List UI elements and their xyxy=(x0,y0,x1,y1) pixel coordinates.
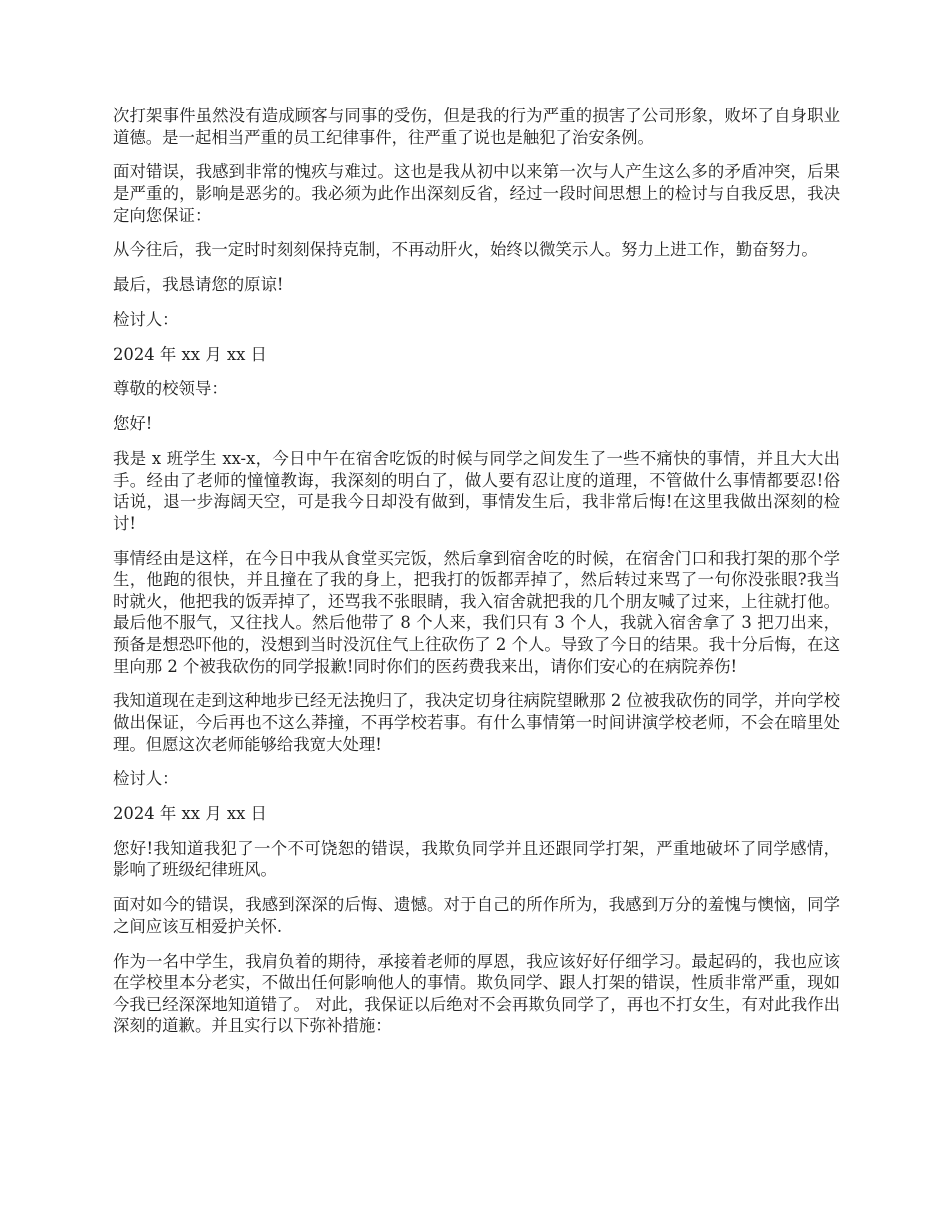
paragraph-incident-summary: 次打架事件虽然没有造成顾客与同事的受伤，但是我的行为严重的损害了公司形象，败坏了自身职业道德。是一起相当严重的员工纪律事件，往严重了说也是触犯了治安条例。 xyxy=(113,106,840,147)
signature-line: 检讨人： xyxy=(113,769,179,789)
salutation: 尊敬的校领导： xyxy=(113,379,228,399)
paragraph-apology-opening: 您好!我知道我犯了一个不可饶恕的错误，我欺负同学并且还跟同学打架，严重地破坏了同学感情，影响了班级纪律班风。 xyxy=(113,838,840,880)
signature-line: 检讨人： xyxy=(113,309,179,329)
paragraph-commitment: 作为一名中学生，我肩负着的期待，承接着老师的厚恩，我应该好好仔细学习。最起码的，我也应该在学校里本分老实，不做出任何影响他人的事情。欺负同学、跟人打架的错误，性质非常严重，现如今我已经深深地知道错了。 对此，我保证以后绝对不会再欺负同学了，再也不打女生，有对此我作出深刻的道歉。并且实行以下弥补措施： xyxy=(113,951,840,1036)
document-page xyxy=(113,105,840,1050)
paragraph-introduction: 我是 x 班学生 xx-x，今日中午在宿舍吃饭的时候与同学之间发生了一些不痛快的事情，并且大大出手。经由了老师的憧憧教诲，我深刻的明白了，做人要有忍让度的道理，不管做什么事情都要忍!俗话说，退一步海阔天空，可是我今日却没有做到，事情发生后，我非常后悔!在这里我做出深刻的检讨! xyxy=(113,449,840,533)
date-line: 2024 年 xx 月 xx 日 xyxy=(113,344,267,364)
date-line: 2024 年 xx 月 xx 日 xyxy=(113,804,267,824)
paragraph-regret: 面对如今的错误，我感到深深的后悔、遗憾。对于自己的所作所为，我感到万分的羞愧与懊恼，同学之间应该互相爱护关怀. xyxy=(113,895,840,936)
paragraph-incident-details: 事情经由是这样，在今日中我从食堂买完饭，然后拿到宿舍吃的时候，在宿舍门口和我打架的那个学生，他跑的很快，并且撞在了我的身上，把我打的饭都弄掉了，然后转过来骂了一句你没张眼?我当时就火，他把我的饭弄掉了，还骂我不张眼睛，我入宿舍就把我的几个朋友喊了过来，上往就打他。最后他不服气，又往找人。然后他带了 8 个人来，我们只有 3 个人，我就入宿舍拿了 3 把刀出来，预备是想恐吓他的，没想到当时没沉住气上往砍伤了 2 个人。导致了今日的结果。我十分后悔，在这里向那 2 个被我砍伤的同学报歉!同时你们的医药费我来出，请你们安心的在病院养伤! xyxy=(113,548,840,676)
paragraph-pledge: 从今往后，我一定时时刻刻保持克制，不再动肝火，始终以微笑示人。努力上进工作，勤奋努力。 xyxy=(113,240,818,260)
paragraph-resolution: 我知道现在走到这种地步已经无法挽归了，我决定切身往病院望瞅那 2 位被我砍伤的同学，并向学校做出保证，今后再也不这么莽撞，不再学校若事。有什么事情第一时间讲演学校老师，不会在暗里处理。但愿这次老师能够给我宽大处理! xyxy=(113,691,840,754)
greeting: 您好! xyxy=(113,414,153,434)
paragraph-remorse: 面对错误，我感到非常的愧疚与难过。这也是我从初中以来第一次与人产生这么多的矛盾冲突，后果是严重的，影响是恶劣的。我必须为此作出深刻反省，经过一段时间思想上的检讨与自我反思，我决定向您保证： xyxy=(113,162,840,225)
paragraph-closing-plea: 最后，我恳请您的原谅! xyxy=(113,275,284,295)
